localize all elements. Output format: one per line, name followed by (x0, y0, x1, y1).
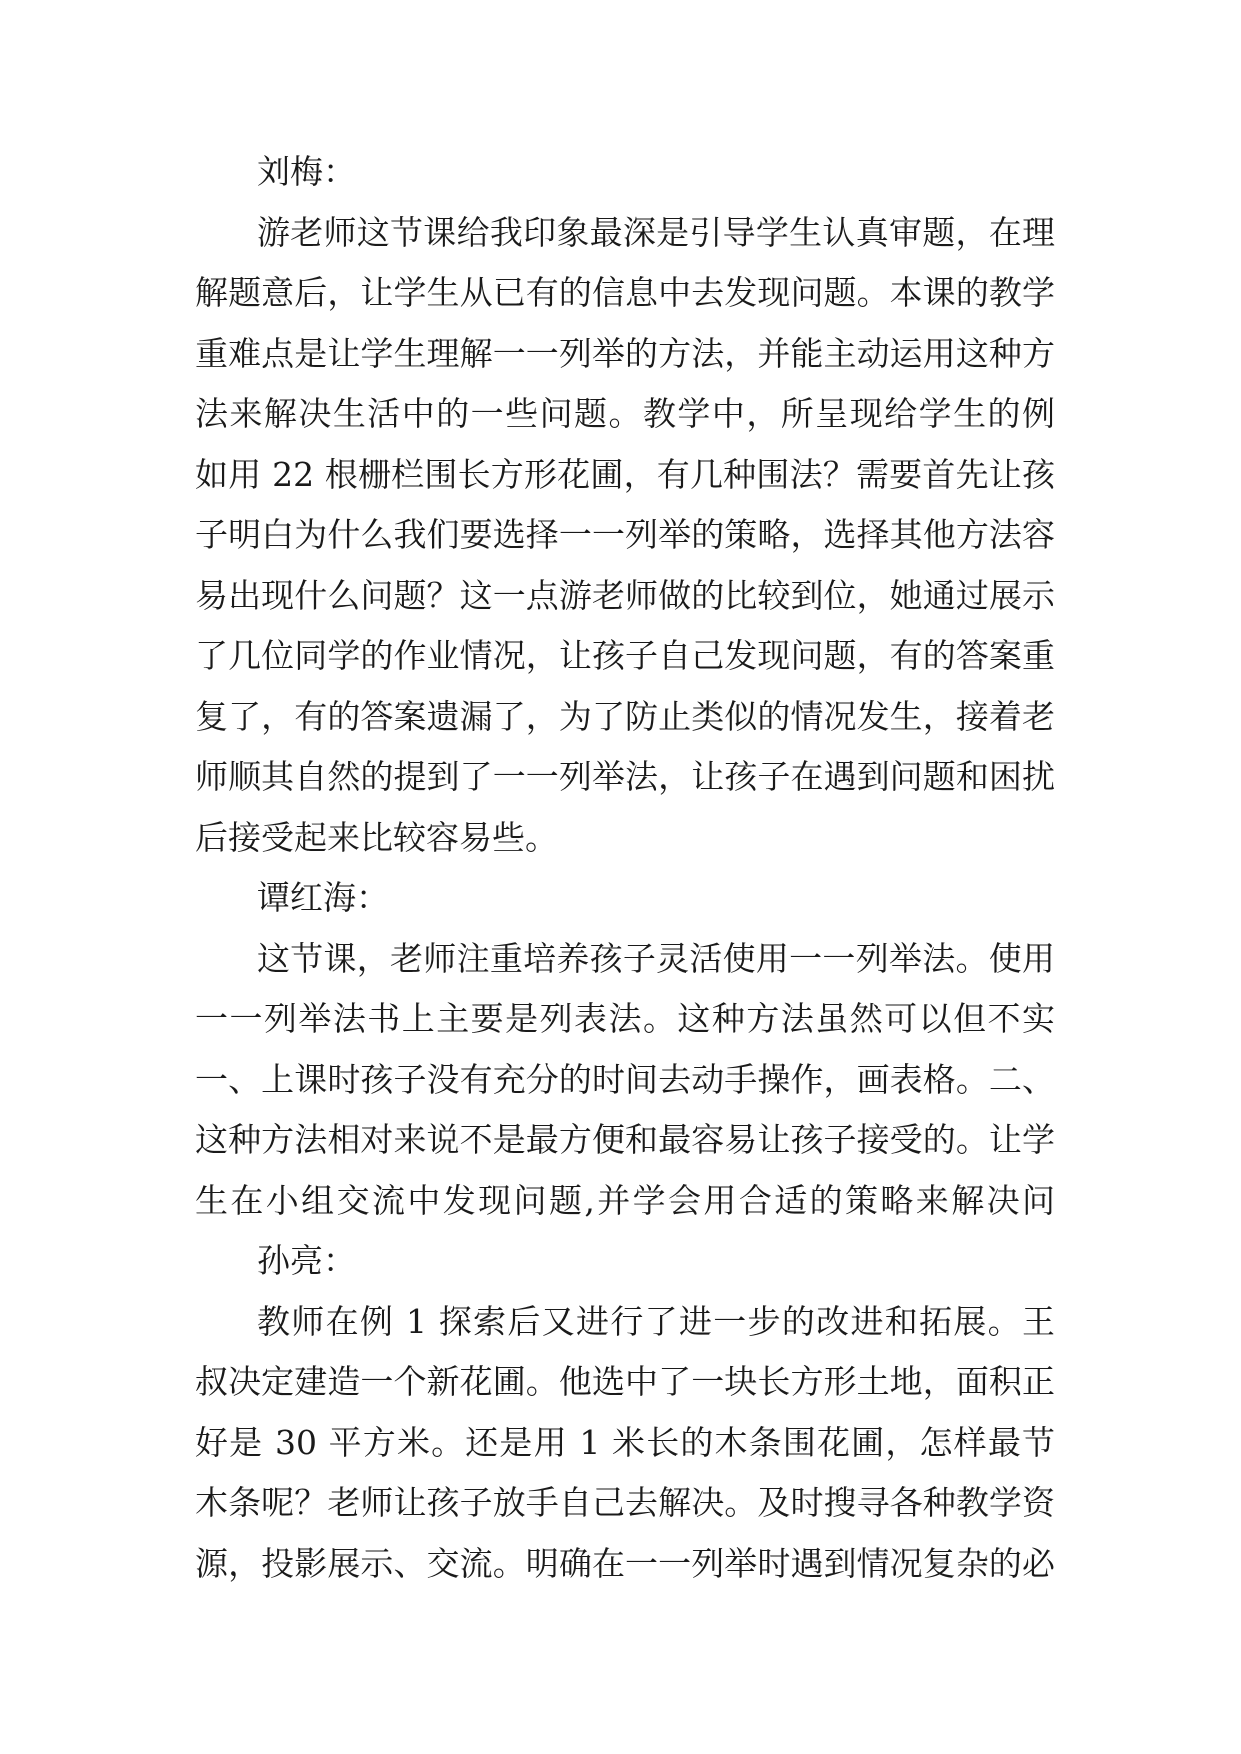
paragraph-line: 生在小组交流中发现问题,并学会用合适的策略来解决问 (195, 1180, 1055, 1220)
paragraph-line: 解题意后，让学生从已有的信息中去发现问题。本课的教学 (195, 273, 1055, 312)
paragraph-line: 一一列举法书上主要是列表法。这种方法虽然可以但不实 (195, 999, 1055, 1038)
document-body (195, 142, 1055, 1594)
speaker-name: 谭红海： (257, 878, 389, 917)
speaker-name: 孙亮： (257, 1241, 356, 1280)
paragraph-line: 教师在例 1 探索后又进行了进一步的改进和拓展。王 (257, 1301, 1055, 1341)
paragraph-line: 法来解决生活中的一些问题。教学中，所呈现给学生的例 (195, 394, 1055, 433)
paragraph-line: 源，投影展示、交流。明确在一一列举时遇到情况复杂的必 (195, 1543, 1055, 1583)
paragraph-line: 好是 30 平方米。还是用 1 米长的木条围花圃，怎样最节 (195, 1422, 1055, 1462)
paragraph-line: 复了，有的答案遗漏了，为了防止类似的情况发生，接着老 (195, 696, 1055, 736)
paragraph-line: 了几位同学的作业情况，让孩子自己发现问题，有的答案重 (195, 636, 1055, 675)
paragraph-line: 这节课，老师注重培养孩子灵活使用一一列举法。使用 (257, 938, 1055, 978)
paragraph-line: 如用 22 根栅栏围长方形花圃，有几种围法？需要首先让孩 (195, 454, 1055, 494)
paragraph-line: 一、上课时孩子没有充分的时间去动手操作，画表格。二、 (195, 1059, 1055, 1099)
paragraph-line: 易出现什么问题？这一点游老师做的比较到位，她通过展示 (195, 575, 1055, 615)
paragraph-line: 重难点是让学生理解一一列举的方法，并能主动运用这种方 (195, 333, 1055, 373)
paragraph-line: 这种方法相对来说不是最方便和最容易让孩子接受的。让学 (195, 1120, 1055, 1159)
paragraph-line: 叔决定建造一个新花圃。他选中了一块长方形土地，面积正 (195, 1362, 1055, 1401)
paragraph-line: 后接受起来比较容易些。 (195, 817, 558, 857)
paragraph-line: 子明白为什么我们要选择一一列举的策略，选择其他方法容 (195, 515, 1055, 554)
speaker-name: 刘梅： (257, 152, 356, 191)
paragraph-line: 游老师这节课给我印象最深是引导学生认真审题，在理 (257, 212, 1055, 252)
paragraph-line: 师顺其自然的提到了一一列举法，让孩子在遇到问题和困扰 (195, 757, 1055, 796)
paragraph-line: 木条呢？老师让孩子放手自己去解决。及时搜寻各种教学资 (195, 1483, 1055, 1522)
